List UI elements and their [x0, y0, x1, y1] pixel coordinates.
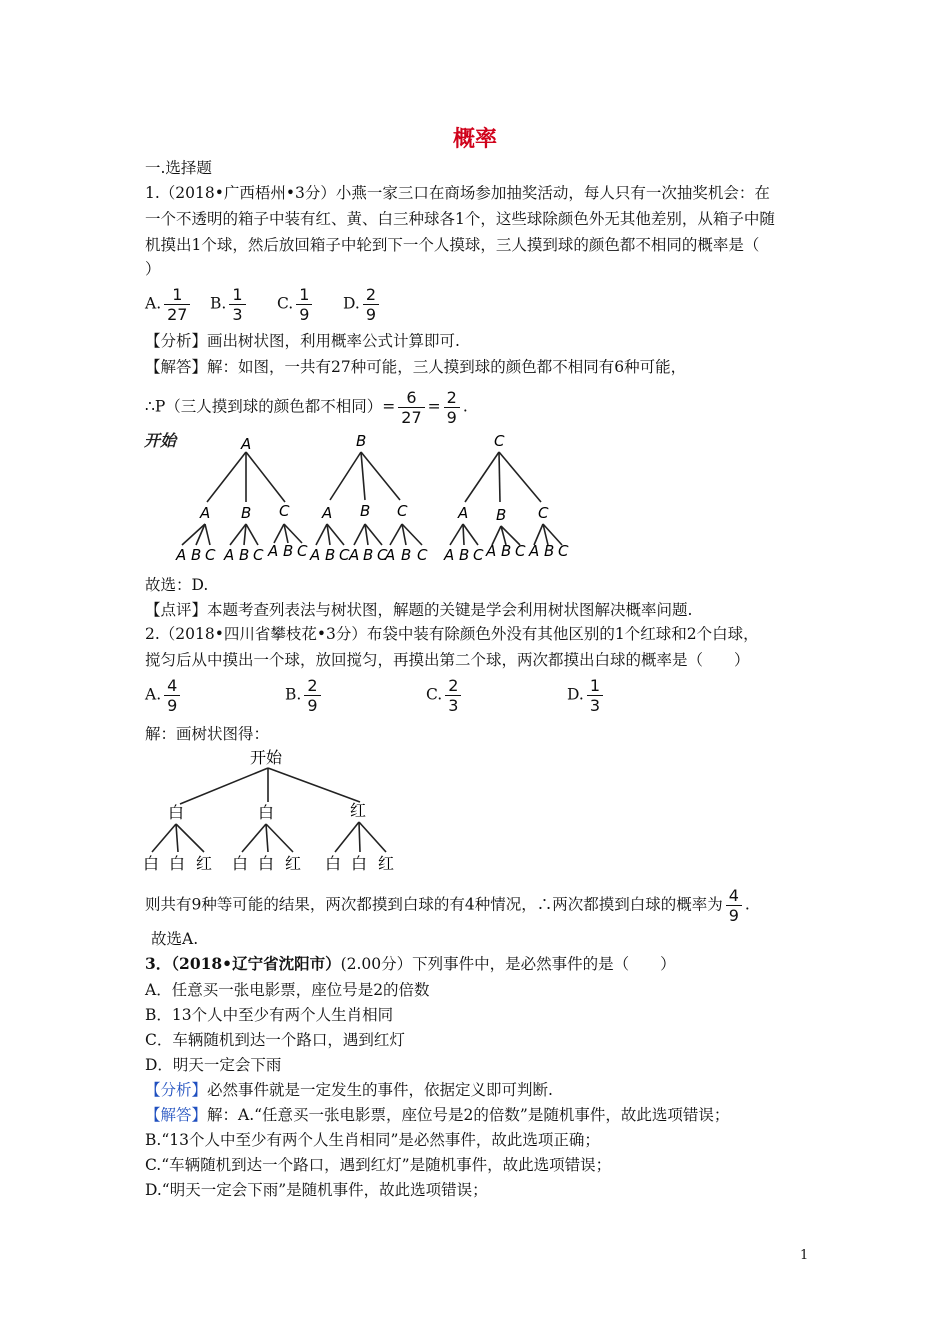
q2-tree-leaf: 白 [351, 854, 368, 873]
q2-text-line-2: 搅匀后从中摸出一个球，放回搅匀，再摸出第二个球，两次都摸出白球的概率是（ ） [145, 651, 750, 669]
q2-tree-leaf: 红 [378, 854, 395, 873]
q3-option-c: C．车辆随机到达一个路口，遇到红灯 [145, 1031, 405, 1049]
q1-tree-diagram [140, 428, 590, 568]
tree-leaf: A [385, 546, 396, 564]
q1-tree-branches [182, 452, 562, 545]
tree-leaf: C [253, 546, 264, 564]
q1-text-line-4: ） [145, 260, 161, 278]
tree-leaf: B [283, 542, 294, 560]
tree-node: C [397, 502, 408, 520]
page-number: 1 [800, 1248, 809, 1263]
q3-header: 3．（2018•辽宁省沈阳市）(2.00分）下列事件中，是必然事件的是（ ） [145, 954, 676, 973]
q2-tree-leaf: 红 [196, 854, 213, 873]
tree-leaf: A [349, 546, 360, 564]
q1-text-line-1: 1.（2018•广西梧州•3分）小燕一家三口在商场参加抽奖活动，每人只有一次抽奖机会：在 [145, 184, 770, 202]
tree-node: A [322, 504, 333, 522]
q2-tree-leaf: 白 [258, 854, 275, 873]
tree-leaf: A [486, 542, 497, 560]
page-title: 概率 [452, 127, 497, 152]
q2-tree-leaf: 白 [143, 854, 160, 873]
tree-leaf: B [191, 546, 202, 564]
q1-option-c: C. $\frac{1}{9}$ [277, 285, 315, 324]
tree-leaf: C [515, 542, 526, 560]
q1-analysis: 【分析】画出树状图，利用概率公式计算即可. [145, 332, 460, 350]
q1-option-b: B. $\frac{1}{3}$ [210, 285, 249, 324]
tree-node: C [279, 502, 290, 520]
q2-tree-start-label: 开始 [250, 748, 283, 767]
q2-option-c: C. $\frac{2}{3}$ [426, 676, 464, 715]
tree-node: A [200, 504, 211, 522]
tree-root-a: A [241, 435, 252, 453]
tree-leaf: A [268, 542, 279, 560]
q1-probability: ∴P（三人摸到球的颜色都不相同）= $\frac{6}{27}$ = $\frac{2}{9}$ . [145, 388, 468, 427]
tree-leaf: C [297, 542, 308, 560]
q2-tree-leaf: 白 [325, 854, 342, 873]
tree-leaf: B [459, 546, 470, 564]
q3-solution-line-3: C.“车辆随机到达一个路口，遇到红灯”是随机事件，故此选项错误； [145, 1156, 612, 1174]
q1-solution: 【解答】解：如图，一共有27种可能，三人摸到球的颜色都不相同有6种可能， [145, 358, 687, 376]
tree-leaf: B [325, 546, 336, 564]
tree-root-b: B [356, 432, 367, 450]
tree-start-label: 开始 [144, 431, 177, 450]
tree-leaf: C [417, 546, 428, 564]
q1-answer: 故选：D. [145, 576, 209, 594]
tree-leaf: C [377, 546, 388, 564]
tree-leaf: A [310, 546, 321, 564]
q3-solution-line-4: D.“明天一定会下雨”是随机事件，故此选项错误； [145, 1181, 488, 1199]
tree-leaf: B [363, 546, 374, 564]
q2-option-a: A. $\frac{4}{9}$ [145, 676, 183, 715]
q3-solution-line-2: B.“13个人中至少有两个人生肖相同”是必然事件，故此选项正确； [145, 1131, 600, 1149]
q2-tree-diagram [140, 744, 410, 876]
q1-comment: 【点评】本题考查列表法与树状图，解题的关键是学会利用树状图解决概率问题. [145, 601, 693, 619]
q2-tree-node: 红 [350, 801, 367, 820]
q1-option-d: D. $\frac{2}{9}$ [343, 285, 382, 324]
tree-node: B [360, 502, 371, 520]
tree-leaf: C [205, 546, 216, 564]
tree-leaf: A [224, 546, 235, 564]
tree-node: A [458, 504, 469, 522]
q2-tree-leaf: 白 [232, 854, 249, 873]
q2-option-d: D. $\frac{1}{3}$ [567, 676, 606, 715]
tree-leaf: B [501, 542, 512, 560]
q2-text-line-1: 2.（2018•四川省攀枝花•3分）布袋中装有除颜色外没有其他区别的1个红球和2个白球， [145, 625, 759, 643]
tree-leaf: A [444, 546, 455, 564]
q2-conclusion: 则共有9种等可能的结果，两次都摸到白球的有4种情况，∴两次都摸到白球的概率为 $\frac{4}{9}$ . [145, 886, 750, 925]
tree-leaf: A [529, 542, 540, 560]
q2-tree-leaf: 白 [169, 854, 186, 873]
q3-option-b: B．13个人中至少有两个人生肖相同 [145, 1006, 394, 1024]
tree-node: B [496, 506, 507, 524]
q1-option-a: A. $\frac{1}{27}$ [145, 285, 193, 324]
q2-solution: 解：画树状图得： [145, 725, 270, 743]
q2-answer: 故选A. [151, 930, 199, 948]
q3-option-d: D．明天一定会下雨 [145, 1056, 282, 1074]
q1-text-line-3: 机摸出1个球，然后放回箱子中轮到下一个人摸球，三人摸到球的颜色都不相同的概率是（ [145, 236, 760, 254]
tree-leaves [175, 542, 569, 564]
tree-node: C [538, 504, 549, 522]
q2-tree-node: 白 [258, 803, 275, 822]
tree-leaf: B [239, 546, 250, 564]
q3-option-a: A．任意买一张电影票，座位号是2的倍数 [145, 981, 430, 999]
q3-analysis: 【分析】必然事件就是一定发生的事件，依据定义即可判断. [145, 1081, 553, 1099]
tree-leaf: C [339, 546, 350, 564]
tree-leaf: B [401, 546, 412, 564]
q2-tree-leaf: 红 [285, 854, 302, 873]
tree-node: B [241, 504, 252, 522]
q2-option-b: B. $\frac{2}{9}$ [285, 676, 324, 715]
tree-root-c: C [494, 432, 505, 450]
tree-leaf: B [544, 542, 555, 560]
q2-tree-node: 白 [168, 803, 185, 822]
q3-solution-line-1: 【解答】解：A.“任意买一张电影票，座位号是2的倍数”是随机事件，故此选项错误； [145, 1106, 730, 1124]
tree-leaf: A [176, 546, 187, 564]
q1-text-line-2: 一个不透明的箱子中装有红、黄、白三种球各1个，这些球除颜色外无其他差别，从箱子中随 [145, 210, 775, 228]
tree-leaf: C [558, 542, 569, 560]
tree-leaf: C [473, 546, 484, 564]
section-heading: 一.选择题 [145, 159, 212, 177]
